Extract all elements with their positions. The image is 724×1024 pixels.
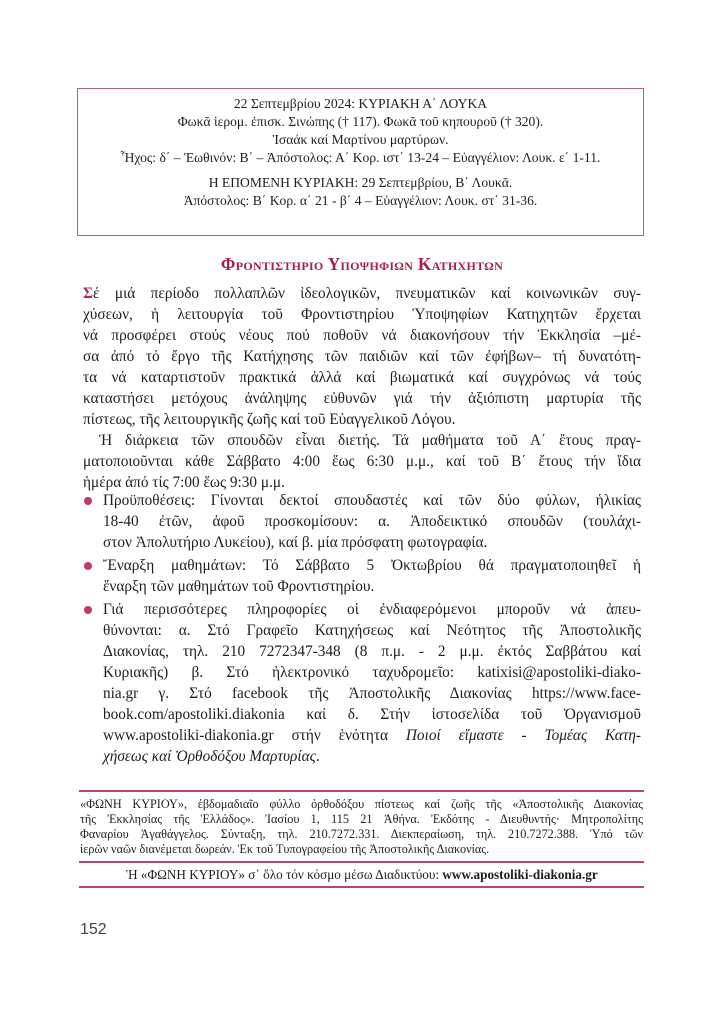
duration-line: ματοποιοῦνται κάθε Σάββατο 4:00 ἕως 6:30 μ.μ., καί τοῦ Β΄ ἔτους τήν ἴδια [83,453,641,470]
intro-line: έ μιά περίοδο πολλαπλῶν ἰδεολογικῶν, πνευματικῶν καί κοινωνικῶν συγ- [93,285,641,302]
next-readings-line: Ἀπόστολος: Β΄ Κορ. α΄ 21 - β΄ 4 – Εὐαγγέλιον: Λουκ. στ΄ 31-36. [183,193,538,208]
page-number: 152 [80,921,107,938]
duration-line: ἡμέρα ἀπό τίς 7:00 ἕως 9:30 μ.μ. [83,474,285,491]
bullet-line: book.com/apostoliki.diakonia καί δ. Στήν ἱστοσελίδα τοῦ Ὀργανισμοῦ [103,706,641,723]
period: . [315,748,320,765]
bullet-line: στον Ἀπολυτήριο Λυκείου), καί β. μία πρόσφατη φωτογραφία. [103,534,488,551]
saints-line-1: Φωκᾶ ἱερομ. ἐπισκ. Σινώπης († 117). Φωκᾶ τοῦ κηπουροῦ († 320). [177,114,544,129]
duration-paragraph [83,430,641,493]
duration-line: Ἡ διάρκεια τῶν σπουδῶν εἶναι διετής. Τά μαθήματα τοῦ Α΄ ἔτους πραγ- [99,432,641,449]
article-title: Φροντιστηριο Υποψηφιων Κατηχητων [220,254,504,274]
intro-line: καταστήσει μετόχους ἀνάληψης εὐθυνῶν γιά τήν ἀξιόπιστη μαρτυρία τῆς [83,390,641,407]
liturgical-info-box [77,88,644,236]
intro-paragraph [83,283,641,430]
intro-line: χύσεων, ἡ λειτουργία τοῦ Φροντιστηρίου Ὑποψηφίων Κατηχητῶν ἔρχεται [83,306,641,323]
bullet-line: ἔναρξη τῶν μαθημάτων τοῦ Φροντιστηρίου. [103,578,375,595]
intro-line: σα ἀπό τό ἔργο τῆς Κατήχησης τῶν παιδιῶν καί τῶν ἐφήβων– τή δυνατότη- [83,348,641,365]
readings-line: Ἦχος: δ΄ – Ἑωθινόν: Β΄ – Ἀπόστολος: Α΄ Κορ. ιστ΄ 13-24 – Εὐαγγέλιον: Λουκ. ε΄ 1-11. [120,150,601,165]
bullet-icon [84,606,92,614]
web-notice [0,867,724,883]
web-notice-text: Ἡ «ΦΩΝΗ ΚΥΡΙΟΥ» σ᾽ ὅλο τόν κόσμο μέσω Διαδικτύου: [126,867,443,882]
date-heading: 22 Σεπτεμβρίου 2024: ΚΥΡΙΑΚΗ Α΄ ΛΟΥΚΑ [233,96,488,111]
bullet-line: θύνονται: α. Στό Γραφεῖο Κατηχήσεως καί Νεότητος τῆς Ἀποστολικῆς [103,622,641,639]
colophon-line: «ΦΩΝΗ ΚΥΡΙΟΥ», ἑβδομαδιαῖο φύλλο ὀρθοδόξου πίστεως καί ζωῆς τῆς «Ἀποστολικῆς Διακονίας [80,797,643,811]
bullet-icon [84,562,92,570]
footer-rule-top [79,790,644,792]
bullet-line: Διακονίας, τηλ. 210 7272347-348 (8 π.μ. - 2 μ.μ. ἐκτός Σαββάτου καί [103,643,641,660]
intro-line: τα νά καταρτιστοῦν πρακτικά ἀλλά καί βιωματικά καί συγχρόνως νά τούς [83,369,641,386]
section-link-text: Ποιοί εἴμαστε - Τομέας Κατη- [405,727,641,744]
colophon-line: ἱερῶν ναῶν διανέμεται δωρεάν. Ἐκ τοῦ Τυπογραφείου τῆς Ἀποστολικῆς Διακονίας. [80,842,490,856]
footer-rule-middle [79,861,644,863]
bullet-icon [84,497,92,505]
bullet-line: 18-40 ἐτῶν, ἀφοῦ προσκομίσουν: α. Ἀποδεικτικό σπουδῶν (τουλάχι- [103,513,641,530]
bullet-line: Προϋποθέσεις: Γίνονται δεκτοί σπουδαστές καί τῶν δύο φύλων, ἡλικίας [103,492,641,509]
website-link[interactable]: www.apostoliki-diakonia.gr [442,867,598,882]
dropcap: Σ [83,285,94,302]
section-link-text: χήσεως καί Ὀρθοδόξου Μαρτυρίας [103,748,316,765]
bullet-line: nia.gr γ. Στό facebook τῆς Ἀποστολικῆς Διακονίας https://www.face- [103,685,641,702]
intro-line: νά προσφέρει στούς νέους πού ποθοῦν νά διακονήσουν τήν Ἐκκλησία –μέ- [83,327,641,344]
bullet-line: Γιά περισσότερες πληροφορίες οἱ ἐνδιαφερόμενοι μποροῦν νά ἀπευ- [103,601,641,618]
bullet-line: www.apostoliki-diakonia.gr στήν ἑνότητα [103,727,406,744]
colophon [80,797,643,857]
next-sunday-line: Η ΕΠΟΜΕΝΗ ΚΥΡΙΑΚΗ: 29 Σεπτεμβρίου, Β΄ Λουκᾶ. [208,175,513,190]
saints-line-2: Ἰσαάκ καί Μαρτίνου μαρτύρων. [272,132,449,147]
bullet-line: Κυριακῆς) β. Στό ἠλεκτρονικό ταχυδρομεῖο: katixisi@apostoliki-diako- [103,664,641,681]
bullet-line: Ἔναρξη μαθημάτων: Τό Σάββατο 5 Ὀκτωβρίου θά πραγματοποιηθεῖ ἡ [103,557,641,574]
footer-rule-bottom [79,886,644,888]
colophon-line: Φαναρίου Ἀγαθάγγελος. Σύνταξη, τηλ. 210.7272.331. Διεκπεραίωση, τηλ. 210.7272.388. Ὑπό τῶν [80,827,643,841]
intro-line: πίστεως, τῆς λειτουργικῆς ζωῆς καί τοῦ Εὐαγγελικοῦ Λόγου. [83,411,456,428]
colophon-line: τῆς Ἐκκλησίας τῆς Ἑλλάδος». Ἰασίου 1, 115 21 Ἀθήνα. Ἐκδότης - Διευθυντής· Μητροπολίτης [80,812,643,826]
